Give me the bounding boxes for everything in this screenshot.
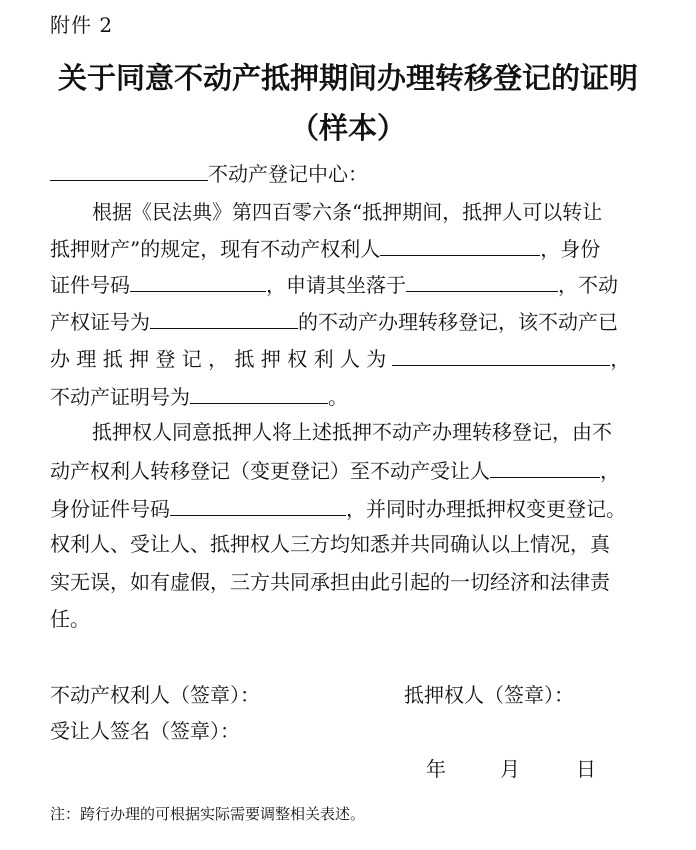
addressee-line [50, 158, 368, 188]
mortgagee-name-blank [392, 343, 610, 366]
transferee-signature-label: 受让人签名（签章）： [50, 719, 240, 743]
para2-line3 [50, 493, 626, 523]
para1-line6-tail: 。 [328, 385, 348, 409]
para2-line1: 抵押权人同意抵押人将上述抵押不动产办理转移登记，由不 [92, 420, 612, 444]
para1-line6 [50, 381, 348, 411]
para1-line6-text: 不动产证明号为 [50, 385, 190, 409]
transferee-name-blank [490, 455, 600, 478]
para1-line5-text: 办 理 抵 押 登 记 ， 抵 押 权 利 人 为 [50, 347, 387, 371]
attachment-label: 附件 2 [50, 13, 114, 37]
para2-line2 [50, 455, 620, 485]
para1-line3-mid: ，申请其坐落于 [266, 273, 406, 297]
date-year: 年 [426, 757, 446, 781]
para1-line2-text: 抵押财产”的规定，现有不动产权利人 [50, 237, 381, 261]
property-location-blank [406, 269, 558, 292]
para2-line2-text: 动产权利人转移登记（变更登记）至不动产受让人 [50, 459, 490, 483]
para1-line3 [50, 269, 618, 299]
para2-line4: 权利人、受让人、抵押权人三方均知悉并共同确认以上情况，真 [50, 532, 610, 556]
document-subtitle: （样本） [289, 111, 406, 145]
para2-line2-tail: ， [600, 459, 620, 483]
para1-line5-tail: ， [610, 347, 631, 371]
proof-no-blank [190, 381, 328, 404]
owner-signature-label: 不动产权利人（签章）： [50, 683, 260, 707]
para1-line5 [50, 343, 630, 373]
para1-line3-tail: ，不动 [558, 273, 618, 297]
para1-line2-tail: ，身份 [540, 237, 601, 261]
para2-line3-tail: ，并同时办理抵押权变更登记。 [346, 497, 626, 521]
registry-center-blank [50, 158, 208, 181]
date-day: 日 [576, 757, 596, 781]
para1-line2 [50, 233, 600, 263]
para1-line3-text: 证件号码 [50, 273, 130, 297]
para1-line4 [50, 306, 618, 336]
owner-name-blank [380, 233, 540, 256]
addressee-text: 不动产登记中心： [208, 162, 368, 186]
property-cert-no-blank [150, 306, 298, 329]
transferee-id-blank [170, 493, 346, 516]
para1-line1: 根据《民法典》第四百零六条“抵押期间，抵押人可以转让 [92, 200, 603, 224]
document-title: 关于同意不动产抵押期间办理转移登记的证明 [57, 61, 638, 95]
para1-line4-tail: 的不动产办理转移登记，该不动产已 [298, 310, 618, 334]
owner-id-blank [130, 269, 266, 292]
mortgagee-signature-label: 抵押权人（签章）： [404, 683, 574, 707]
para2-line6: 任。 [50, 607, 90, 631]
para2-line5: 实无误，如有虚假，三方共同承担由此引起的一切经济和法律责 [50, 570, 610, 594]
para2-line3-text: 身份证件号码 [50, 497, 170, 521]
footnote: 注：跨行办理的可根据实际需要调整相关表述。 [50, 805, 366, 823]
date-month: 月 [500, 757, 520, 781]
para1-line4-text: 产权证号为 [50, 310, 150, 334]
